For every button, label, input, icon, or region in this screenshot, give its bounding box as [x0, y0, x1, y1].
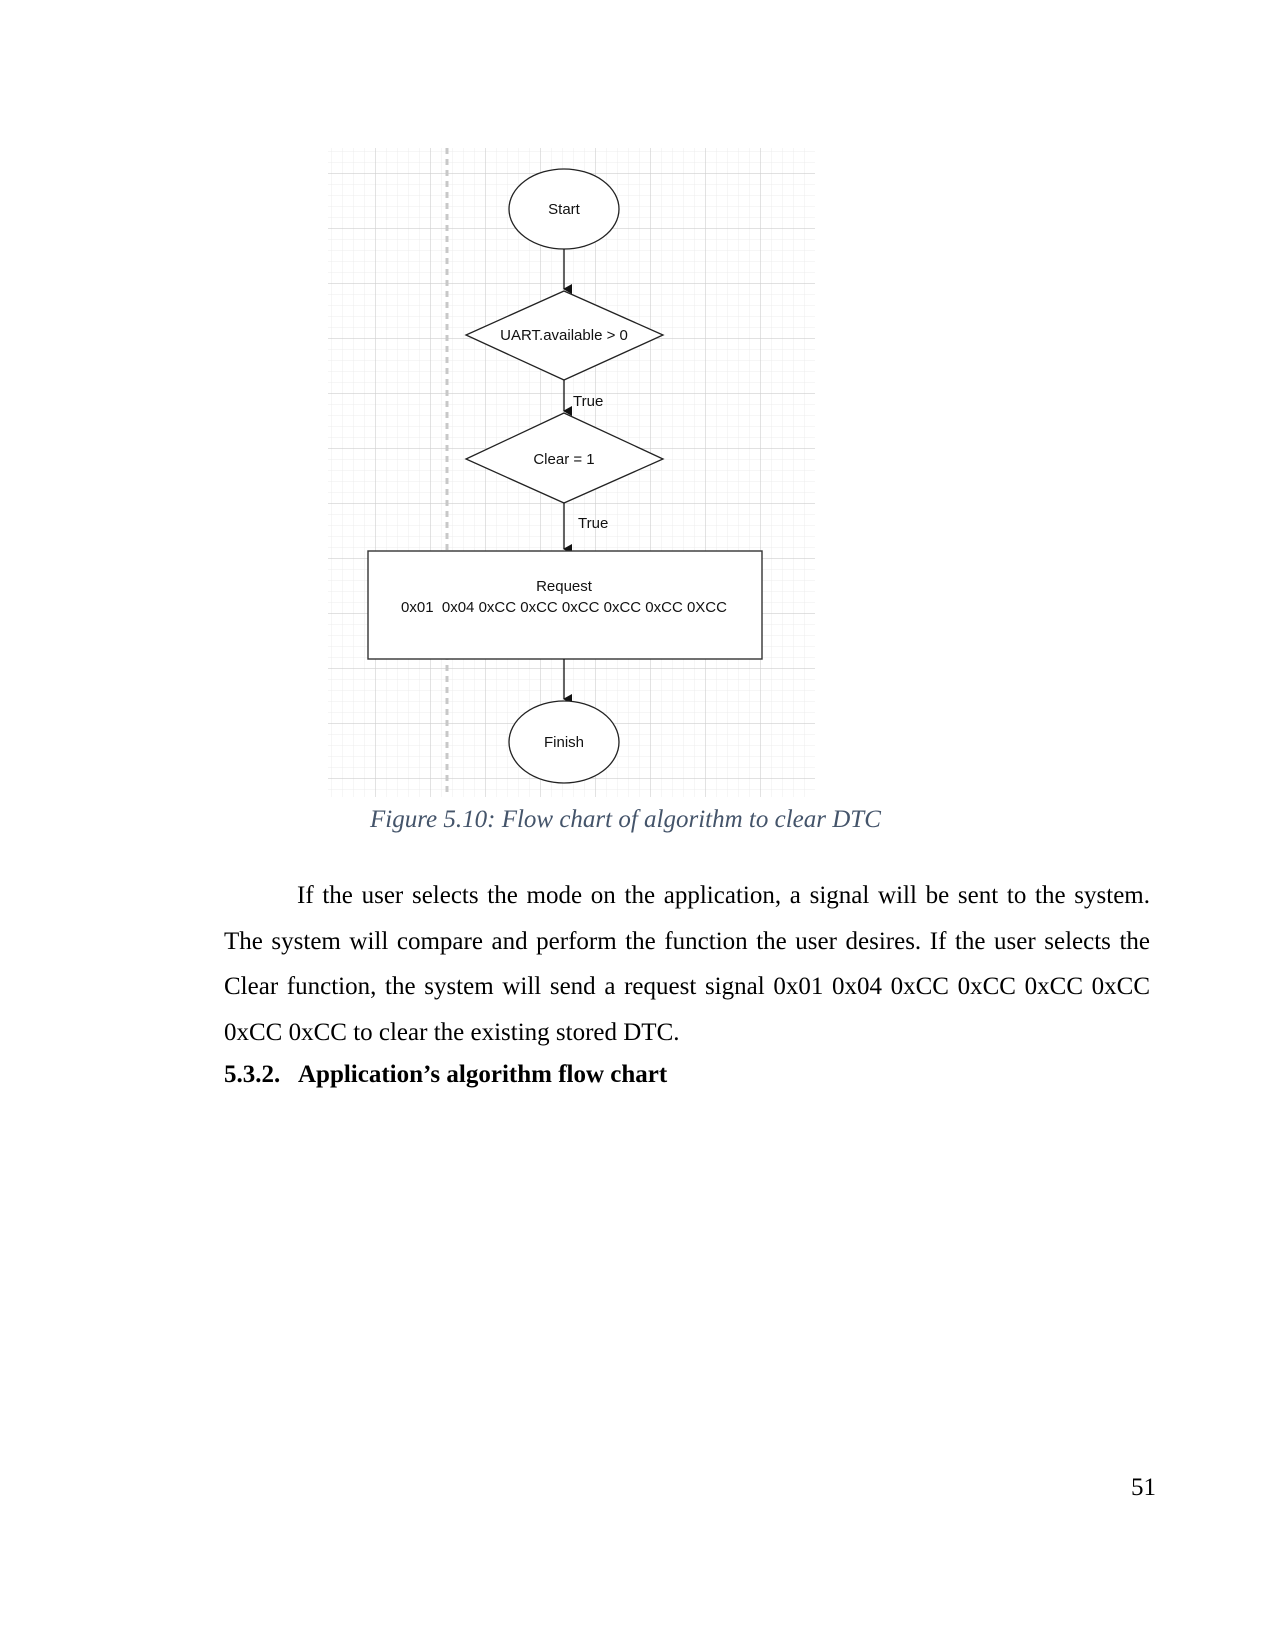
section-number: 5.3.2. — [224, 1061, 281, 1088]
start-label: Start — [548, 201, 580, 218]
edge-label-true-2: True — [578, 515, 609, 532]
flowchart-canvas — [328, 148, 815, 797]
finish-label: Finish — [543, 734, 585, 751]
request-bytes: 0x01 0x04 0xCC 0xCC 0xCC 0xCC 0xCC 0XCC — [401, 599, 727, 616]
section-heading — [224, 1061, 667, 1089]
decision-uart-label: UART.available > 0 — [500, 327, 628, 344]
section-title: Application’s algorithm flow chart — [298, 1061, 668, 1088]
finish-node — [509, 701, 619, 783]
page-number: 51 — [1131, 1474, 1156, 1501]
decision-clear-label: Clear = 1 — [533, 451, 595, 468]
flowchart-figure — [328, 148, 815, 797]
figure-caption: Figure 5.10: Flow chart of algorithm to clear DTC — [370, 806, 881, 833]
request-node — [368, 551, 762, 659]
body-paragraph: If the user selects the mode on the application, a signal will be sent to the system. The system will compare and perform the function the user desires. If the user selects the Clear function, the system will send a request signal 0x01 0x04 0xCC 0xCC 0xCC 0xCC 0xCC 0xCC to clear the existing stored DTC. — [224, 882, 1150, 1046]
start-node — [509, 169, 619, 249]
edge-label-true-1: True — [573, 393, 604, 410]
request-title: Request — [536, 578, 592, 595]
